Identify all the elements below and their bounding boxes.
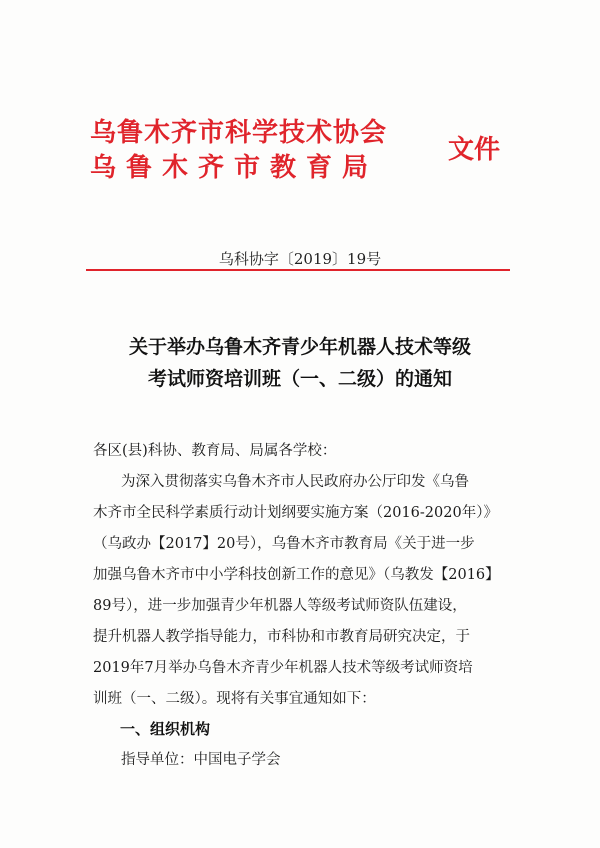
issuer-name-education-bureau: 乌鲁木齐市教育局 [90,153,379,183]
paragraph-line: 2019年7月举办乌鲁木齐青少年机器人技术等级考试师资培 [93,660,473,676]
paragraph-line: 木齐市全民科学素质行动计划纲要实施方案（2016-2020年）》 [93,505,498,521]
notice-title-line-1: 关于举办乌鲁木齐青少年机器人技术等级 [128,336,471,358]
document-suffix: 文件 [448,135,501,165]
notice-title-line-2: 考试师资培训班（一、二级）的通知 [147,368,452,390]
paragraph-line: （乌政办【2017】20号），乌鲁木齐市教育局《关于进一步 [93,536,475,552]
guidance-unit-line: 指导单位：中国电子学会 [121,752,281,768]
salutation: 各区(县)科协、教育局、局属各学校： [93,443,337,459]
issuer-name-science-association: 乌鲁木齐市科学技术协会 [90,118,388,148]
paragraph-line: 训班（一、二级）。现将有关事宜通知如下： [93,691,376,707]
paragraph-line: 提升机器人教学指导能力，市科协和市教育局研究决定，于 [93,629,470,645]
paragraph-line: 加强乌鲁木齐市中小学科技创新工作的意见》（乌教发【2016】 [93,567,500,583]
section-heading-organization: 一、组织机构 [120,720,211,738]
paragraph-line: 为深入贯彻落实乌鲁木齐市人民政府办公厅印发《乌鲁 [121,474,469,490]
red-divider-line [86,269,510,271]
document-number: 乌科协字〔2019〕19号 [218,250,382,268]
paragraph-line: 89号），进一步加强青少年机器人等级考试师资队伍建设， [93,598,467,614]
